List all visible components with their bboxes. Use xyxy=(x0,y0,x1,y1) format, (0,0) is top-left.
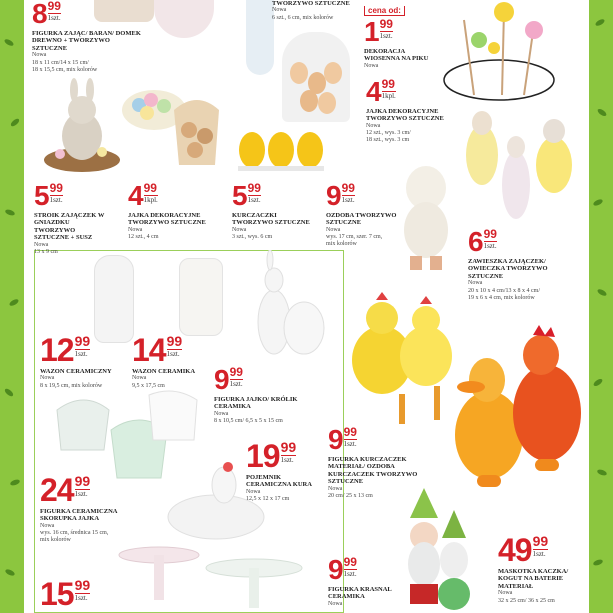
price-unit: 1szt. xyxy=(343,570,357,578)
egg-bag-photo xyxy=(282,32,350,122)
product-hanging-bunny xyxy=(468,228,558,302)
leaf-icon xyxy=(9,478,20,486)
product-name: TWORZYWO SZTUCZNE xyxy=(272,0,350,7)
product-vase-ceramika xyxy=(132,334,202,390)
price-grosz: 99 xyxy=(483,227,497,241)
price-unit: 1szt. xyxy=(247,196,261,204)
price-unit: 1szt. xyxy=(49,196,63,204)
vase-photo-1 xyxy=(94,255,134,343)
price-unit: 1kpl. xyxy=(143,196,158,204)
price-zloty: 9 xyxy=(328,554,343,585)
egg-basket-photo xyxy=(119,80,229,170)
product-decor-eggs-bag xyxy=(366,78,448,145)
price-zloty: 15 xyxy=(40,576,74,612)
price-unit: 1szt. xyxy=(166,350,180,358)
price-unit: 1kpl. xyxy=(381,92,396,100)
price-tag xyxy=(32,0,142,28)
product-bunny-nest xyxy=(34,182,110,256)
price-unit: 1szt. xyxy=(532,550,546,558)
price-zloty: 6 xyxy=(468,226,483,257)
product-figurine-wood xyxy=(32,0,142,74)
product-description: Nowa 12 szt., wys. 3 cm/ 18 szt., wys. 3 cm xyxy=(366,122,411,144)
price-zloty: 19 xyxy=(246,438,280,474)
product-name: FIGURKA KURCZACZEK MATERIAŁ/ OZDOBA KURCZACZEK TWORZYWO SZTUCZNE xyxy=(328,456,418,486)
leaf-icon xyxy=(596,468,607,476)
leaf-icon xyxy=(592,378,603,388)
price-tag xyxy=(34,182,110,210)
product-cake-stand xyxy=(40,578,90,610)
product-name: WAZON CERAMIKA xyxy=(132,368,196,375)
product-name: POJEMNIK CERAMICZNA KURA xyxy=(246,474,312,489)
price-tag xyxy=(40,334,120,366)
product-name: WAZON CERAMICZNY xyxy=(40,368,112,375)
price-zloty: 49 xyxy=(498,532,532,568)
price-grosz: 99 xyxy=(341,181,355,195)
product-description: Nowa 13 x 9 cm xyxy=(34,241,58,256)
price-tag xyxy=(366,78,448,106)
plush-chicks-photo xyxy=(344,290,464,430)
price-grosz: 99 xyxy=(166,333,183,349)
price-tag xyxy=(328,426,418,454)
hanging-bunnies-photo xyxy=(454,95,584,235)
price-tag xyxy=(246,440,326,472)
price-zloty: 4 xyxy=(366,76,381,107)
bunny-nest-photo xyxy=(42,78,124,173)
price-grosz: 99 xyxy=(381,77,395,91)
price-tag xyxy=(128,182,210,210)
product-description: Nowa xyxy=(328,600,343,607)
price-zloty: 8 xyxy=(32,0,47,29)
price-unit: 1szt. xyxy=(74,490,88,498)
product-description: Nowa 8 x 19,5 cm, mix kolorów xyxy=(40,375,103,389)
product-vase-ceramic xyxy=(40,334,120,390)
product-description: Nowa xyxy=(364,62,379,69)
price-unit: 1szt. xyxy=(74,594,88,602)
product-name: OZDOBA TWORZYWO SZTUCZNE xyxy=(326,212,397,227)
price-grosz: 99 xyxy=(343,555,357,569)
price-unit: 1szt. xyxy=(341,196,355,204)
price-zloty: 9 xyxy=(328,424,343,455)
price-zloty: 1 xyxy=(364,16,379,47)
leaf-icon xyxy=(3,38,14,47)
price-from-label: cena od: xyxy=(364,6,405,16)
price-unit: 1szt. xyxy=(483,242,497,250)
price-tag xyxy=(40,474,136,506)
price-unit: 1szt. xyxy=(74,350,88,358)
egg-tube-photo xyxy=(246,0,274,75)
price-tag xyxy=(214,366,310,394)
spring-picks-photo xyxy=(434,0,564,110)
leaf-icon xyxy=(10,117,21,127)
leaf-icon xyxy=(4,568,15,577)
gnome-figures-photo xyxy=(392,488,477,613)
leaf-icon xyxy=(4,208,15,216)
price-unit: 1szt. xyxy=(343,440,357,448)
price-unit: 1szt. xyxy=(379,32,393,40)
price-zloty: 12 xyxy=(40,332,74,368)
price-grosz: 99 xyxy=(74,473,91,489)
price-grosz: 99 xyxy=(343,425,357,439)
product-name: MASKOTKA KACZKA/ KOGUT NA BATERIE MATERIAŁ xyxy=(498,568,569,590)
price-tag xyxy=(40,578,90,610)
price-zloty: 14 xyxy=(132,332,166,368)
product-name: FIGURKA ZAJĄC/ BARAN/ DOMEK DREWNO + TWORZYWO SZTUCZNE xyxy=(32,30,141,52)
product-name: JAJKA DEKORACYJNE TWORZYWO SZTUCZNE xyxy=(366,108,444,123)
cake-stands-photo xyxy=(114,540,334,613)
product-description: Nowa 12,5 x 12 x 17 cm xyxy=(246,488,290,503)
price-grosz: 99 xyxy=(49,181,63,195)
product-name: JAJKA DEKORACYJNE TWORZYWO SZTUCZNE xyxy=(128,212,206,227)
leaf-icon xyxy=(596,288,607,297)
price-tag xyxy=(326,182,408,210)
price-grosz: 99 xyxy=(74,333,91,349)
vase-photo-2 xyxy=(179,258,223,336)
price-tag xyxy=(132,334,202,366)
price-tag xyxy=(232,182,318,210)
price-grosz: 99 xyxy=(247,181,261,195)
product-gnome xyxy=(328,556,398,608)
product-name: STROIK ZAJĄCZEK W GNIAZDKU TWORZYWO SZTUCZNE + SUSZ xyxy=(34,212,105,242)
product-plush-chick xyxy=(328,426,418,500)
leaf-icon xyxy=(592,558,603,566)
plush-duck-rooster-photo xyxy=(449,325,589,505)
product-egg-rabbit-figure xyxy=(214,366,310,425)
chicks-photo xyxy=(236,122,326,172)
product-description: Nowa 3 szt., wys. 6 cm xyxy=(232,226,273,241)
product-sheep-ornament xyxy=(326,182,408,249)
price-grosz: 99 xyxy=(379,17,393,31)
price-grosz: 99 xyxy=(532,533,549,549)
product-plush-duck-rooster xyxy=(498,534,584,605)
right-green-border xyxy=(589,0,613,613)
price-zloty: 9 xyxy=(214,364,229,395)
product-description: Nowa 9,5 x 17,5 cm xyxy=(132,375,165,389)
leaf-icon xyxy=(594,18,605,27)
leaf-icon xyxy=(4,387,15,397)
price-tag xyxy=(328,556,398,584)
bunny-egg-photo xyxy=(244,250,334,360)
product-name: DEKORACJA WIOSENNA NA PIKU xyxy=(364,48,429,63)
product-description: Nowa 12 szt., 4 cm xyxy=(128,226,159,241)
product-name: ZAWIESZKA ZAJĄCZEK/ OWIECZKA TWORZYWO SZTUCZNE xyxy=(468,258,548,280)
product-description: Nowa 20 x 10 x 4 cm/13 x 8 x 4 cm/ 19 x 6 x 4 cm, mix kolorów xyxy=(468,280,540,301)
price-grosz: 99 xyxy=(229,365,243,379)
price-unit: 1szt. xyxy=(280,456,294,464)
price-tag xyxy=(364,18,436,46)
price-grosz: 99 xyxy=(47,0,61,13)
leaf-icon xyxy=(592,198,603,207)
product-name: FIGURKA JAJKO/ KRÓLIK CERAMIKA xyxy=(214,396,298,411)
product-description: Nowa 8 x 10,5 cm/ 6,5 x 5 x 15 cm xyxy=(214,410,283,425)
product-name: FIGURKA CERAMICZNA SKORUPKA JAJKA xyxy=(40,508,118,523)
sheep-figure-photo xyxy=(154,0,214,38)
product-description: Nowa wys. 16 cm, średnica 15 cm, mix kolorów xyxy=(40,522,109,544)
left-green-border xyxy=(0,0,24,613)
price-unit: 1szt. xyxy=(229,380,243,388)
product-eggshell-figure xyxy=(40,474,136,545)
product-spring-pick xyxy=(364,0,436,70)
product-hen-container xyxy=(246,440,326,503)
product-name: KURCZACZKI TWORZYWO SZTUCZNE xyxy=(232,212,310,227)
price-zloty: 9 xyxy=(326,180,341,211)
price-unit: 1szt. xyxy=(47,14,61,22)
product-description: Nowa wys. 17 cm, szer. 7 cm, mix kolorów xyxy=(326,226,383,248)
price-grosz: 99 xyxy=(143,181,157,195)
product-description: Nowa 32 x 25 cm/ 36 x 25 cm xyxy=(498,590,555,604)
product-description: Nowa 20 cm/ 25 x 13 cm xyxy=(328,485,373,500)
leaf-icon xyxy=(8,298,19,307)
product-decor-eggs xyxy=(128,182,210,241)
leaf-icon xyxy=(596,108,607,118)
price-zloty: 4 xyxy=(128,180,143,211)
price-tag xyxy=(498,534,584,566)
price-grosz: 99 xyxy=(280,439,297,455)
price-grosz: 99 xyxy=(74,577,91,593)
price-zloty: 5 xyxy=(34,180,49,211)
leaflet-page xyxy=(24,0,589,613)
price-zloty: 5 xyxy=(232,180,247,211)
price-zloty: 24 xyxy=(40,472,74,508)
product-description: Nowa 6 szt., 6 cm, mix kolorów xyxy=(272,7,334,21)
product-chicks xyxy=(232,182,318,241)
product-name: FIGURKA KRASNAL CERAMIKA xyxy=(328,586,392,601)
product-description: Nowa 18 x 11 cm/14 x 15 cm/ 18 x 15,5 cm, mix kolorów xyxy=(32,52,98,73)
product-eggs-tube xyxy=(272,0,350,22)
price-tag xyxy=(468,228,558,256)
